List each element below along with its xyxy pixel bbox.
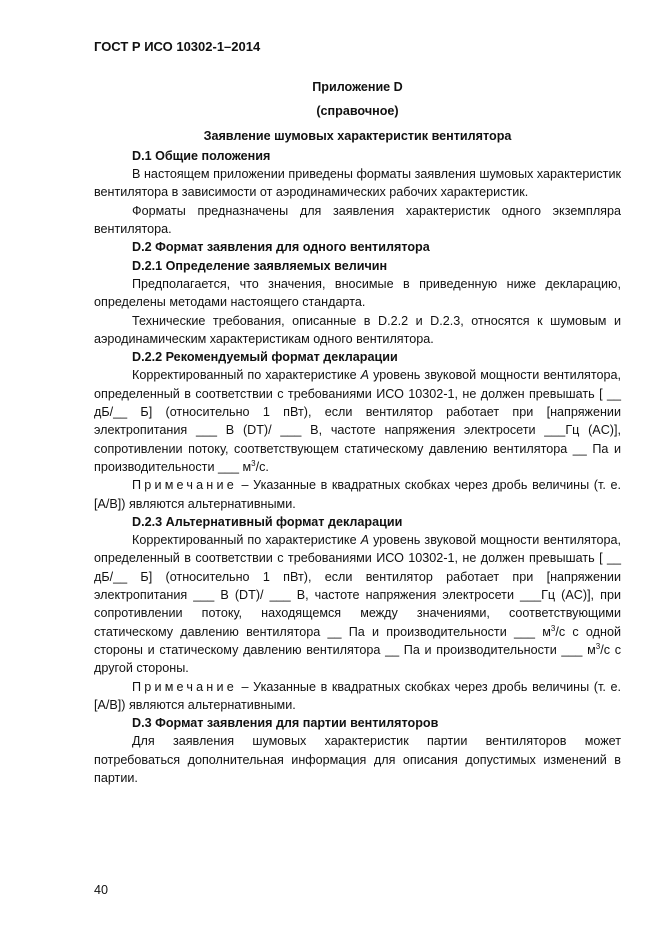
- d23-text-c: /с с одной стороны и статическому давлению вентилятора __ Па и производительности ___ м: [94, 624, 621, 657]
- d23-text-d: /с с другой стороны.: [94, 642, 621, 676]
- d23-note-text: – Указанные в квадратных скобках через дробь величины (т. е. [A/B]) являются альтернативными.: [94, 679, 621, 712]
- d22-note-text: – Указанные в квадратных скобках через дробь величины (т. е. [A/B]) являются альтернативными.: [94, 478, 621, 511]
- document-header: ГОСТ Р ИСО 10302-1–2014: [94, 39, 261, 54]
- section-d3-paragraph: Для заявления шумовых характеристик партии вентиляторов может потребоваться дополнительная информация для описания допустимых изменений в партии.: [94, 734, 621, 785]
- appendix-subtitle: (справочное): [316, 104, 399, 119]
- appendix-heading: Заявление шумовых характеристик вентилятора: [203, 128, 512, 143]
- section-d23-title: D.2.3 Альтернативный формат декларации: [132, 514, 403, 529]
- d23-text-a: Корректированный по характеристике: [132, 533, 361, 548]
- d22-text-b: уровень звуковой мощности вентилятора, определенный в соответствии с требованиями ИСО 10302-1, не должен превышать [ __ дБ/__ Б] (относительно 1 пВт), если вентилятор работает при [напряжении электропитания ___ В (DT)/ ___ В, частоте напряжения электросети ___Гц (AC)], сопротивлении потоку, соответствующем статическому давлению вентилятора __ Па и производительности ___ м: [94, 368, 622, 474]
- section-d1-title: D.1 Общие положения: [132, 148, 271, 163]
- section-d21-title: D.2.1 Определение заявляемых величин: [132, 258, 388, 273]
- section-d3-title: D.3 Формат заявления для партии вентиляторов: [132, 716, 439, 731]
- page-number: 40: [94, 883, 109, 897]
- section-d1-paragraph-2: Форматы предназначены для заявления характеристик одного экземпляра вентилятора.: [94, 203, 621, 237]
- section-d21-paragraph-2: Технические требования, описанные в D.2.2 и D.2.3, относятся к шумовым и аэродинамическим характеристикам одного вентилятора.: [94, 313, 621, 346]
- d23-superscript-1: 3: [550, 623, 556, 633]
- section-d23-note: [94, 678, 621, 715]
- d22-text-a: Корректированный по характеристике: [132, 368, 361, 383]
- section-d2-title: D.2 Формат заявления для одного вентилятора: [132, 240, 430, 255]
- page-body: [94, 78, 621, 787]
- section-d22-paragraph: [94, 366, 621, 476]
- appendix-title: Приложение D: [312, 80, 403, 94]
- section-d23-paragraph: [94, 531, 621, 677]
- section-d21-paragraph-1: Предполагается, что значения, вносимые в приведенную ниже декларацию, определены методами настоящего стандарта.: [94, 276, 621, 310]
- d23-note-label: Примечание: [132, 679, 237, 694]
- d22-note-label: Примечание: [132, 478, 237, 493]
- d22-text-c: /с.: [255, 459, 269, 474]
- section-d1-paragraph-1: В настоящем приложении приведены форматы заявления шумовых характеристик вентилятора в зависимости от аэродинамических рабочих характеристик.: [94, 167, 621, 200]
- section-d22-note: [94, 476, 621, 513]
- d23-text-b: уровень звуковой мощности вентилятора, определенный в соответствии с требованиями ИСО 10302-1, не должен превышать [ __ дБ/__ Б] (относительно 1 пВт), если вентилятор работает при [напряжении электропитания ___ В (DT)/ ___ В, частоте напряжения электросети ___Гц (AC)], при сопротивлении потоку, находящемся между значениями, соответствующими статическому давлению вентилятора __ Па и производительности ___ м: [94, 533, 622, 639]
- section-d22-title: D.2.2 Рекомендуемый формат декларации: [132, 350, 398, 365]
- d23-superscript-2: 3: [595, 641, 601, 651]
- d22-superscript: 3: [251, 458, 256, 468]
- d22-variable-a: A: [360, 368, 370, 383]
- d23-variable-a: A: [360, 533, 370, 548]
